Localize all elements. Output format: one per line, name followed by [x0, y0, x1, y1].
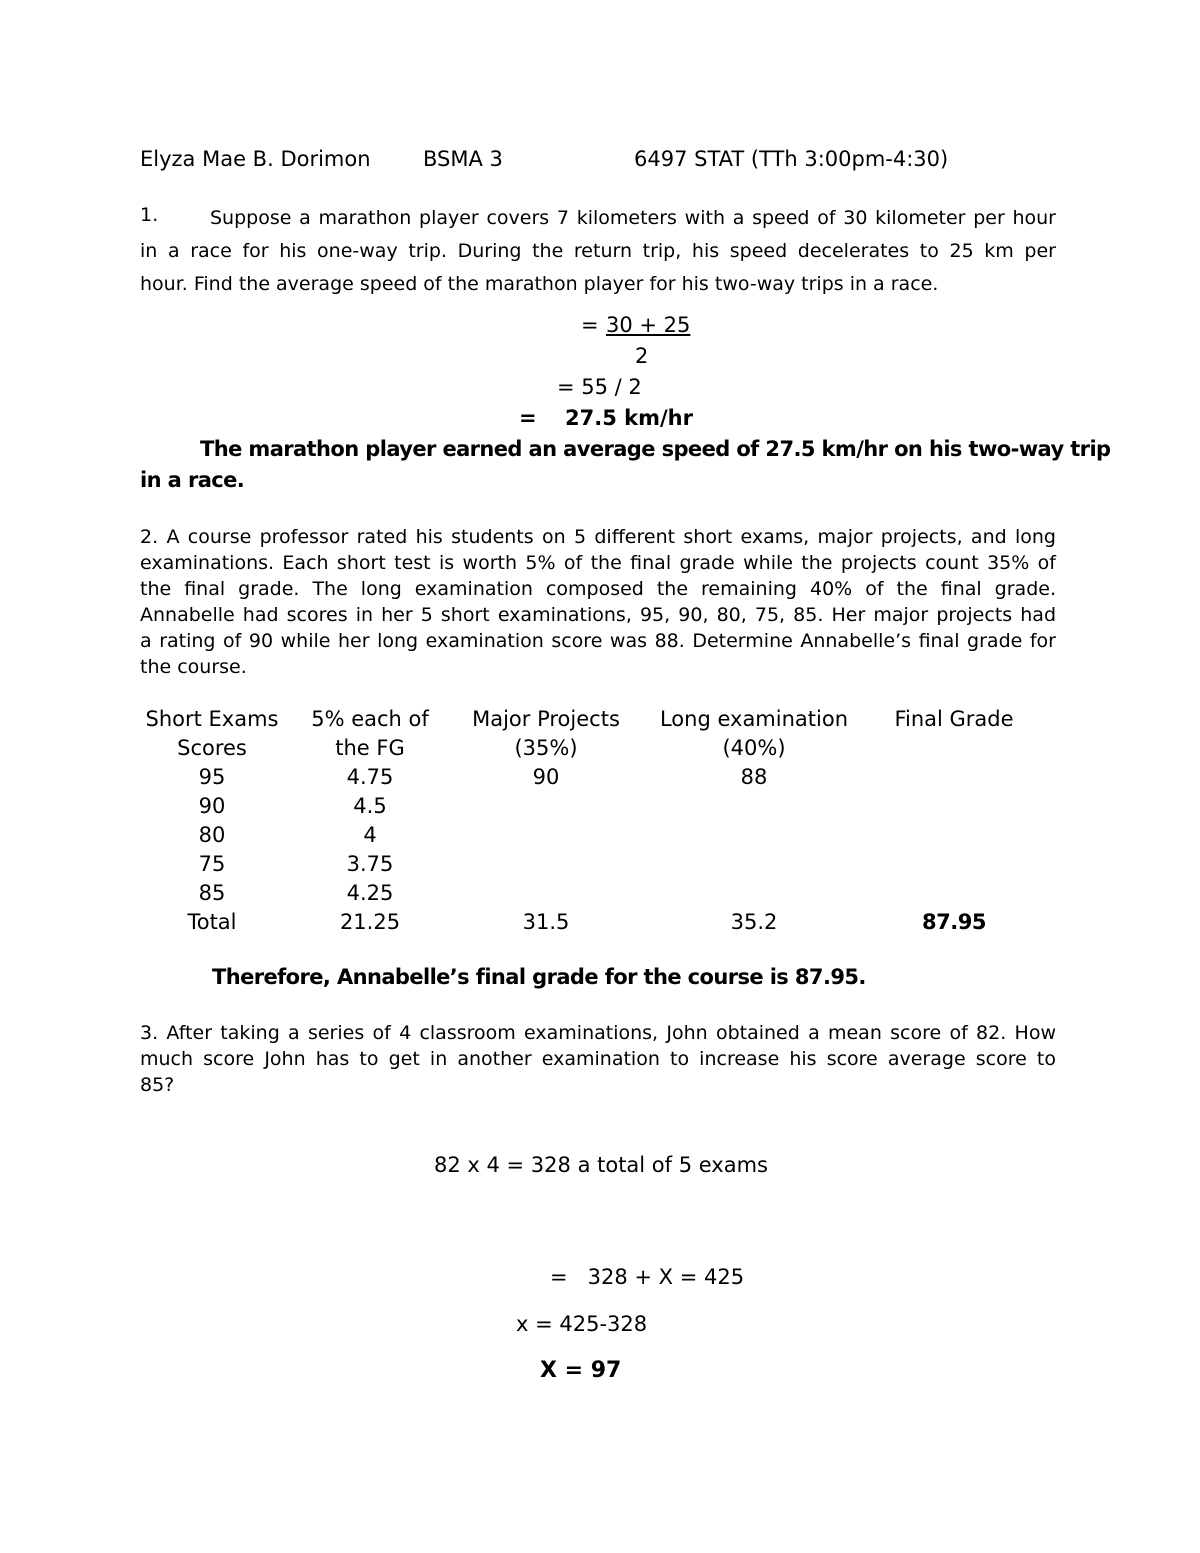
q1-conclusion-cont: in a race. — [140, 468, 245, 492]
course-schedule: 6497 STAT (TTh 3:00pm-4:30) — [634, 147, 949, 171]
table-col-long-exam — [659, 705, 849, 937]
q1-step1-denominator: 2 — [635, 344, 649, 368]
table-header: 5% each of — [311, 707, 429, 731]
q3-step3: x = 425-328 — [516, 1312, 648, 1336]
q1-step1-numerator: 30 + 25 — [606, 313, 691, 337]
q1-paragraph — [140, 202, 1056, 301]
table-cell: 90 — [532, 765, 560, 789]
q1-step1-eq: = — [581, 313, 599, 337]
table-col-short-exams — [142, 705, 282, 937]
table-col-final-grade — [884, 705, 1024, 937]
table-cell: 80 — [198, 823, 226, 847]
q2-line: Annabelle had scores in her 5 short examinations, 95, 90, 80, 75, 85. Her major projects had — [140, 604, 1056, 626]
q1-line: Suppose a marathon player covers 7 kilometers with a speed of 30 kilometer per hour — [210, 207, 1056, 229]
table-col-major-projects — [466, 705, 626, 937]
table-cell: 3.75 — [346, 852, 394, 876]
q2-line: the final grade. The long examination composed the remaining 40% of the final grade. — [140, 578, 1056, 600]
table-cell: Total — [187, 910, 237, 934]
q3-step1: 82 x 4 = 328 a total of 5 exams — [434, 1153, 769, 1177]
table-header: (35%) — [514, 736, 578, 760]
q2-line: examinations. Each short test is worth 5% of the final grade while the projects count 35% of — [140, 552, 1056, 574]
table-cell: 4 — [363, 823, 377, 847]
q3-line: 3. After taking a series of 4 classroom examinations, John obtained a mean score of 82. How — [140, 1022, 1056, 1044]
q3-step2: = 328 + X = 425 — [550, 1265, 745, 1289]
q1-conclusion: The marathon player earned an average speed of 27.5 km/hr on his two-way trip — [200, 437, 1111, 461]
table-cell: 90 — [198, 794, 226, 818]
table-header: Final Grade — [894, 707, 1014, 731]
q1-number: 1. — [140, 204, 159, 226]
table-header: Scores — [177, 736, 247, 760]
table-cell: 88 — [740, 765, 768, 789]
table-cell: 31.5 — [522, 910, 570, 934]
table-header: Major Projects — [472, 707, 620, 731]
table-header: (40%) — [722, 736, 786, 760]
q1-step2: = 55 / 2 — [557, 375, 642, 399]
table-cell: 4.75 — [346, 765, 394, 789]
q1-line: hour. Find the average speed of the marathon player for his two-way trips in a race. — [140, 273, 939, 295]
q2-conclusion: Therefore, Annabelle’s final grade for the course is 87.95. — [212, 965, 866, 989]
table-cell: 85 — [198, 881, 226, 905]
table-header: Short Exams — [145, 707, 279, 731]
table-col-five-percent — [305, 705, 435, 937]
table-cell: 4.25 — [346, 881, 394, 905]
q2-line: the course. — [140, 656, 247, 678]
table-cell: 95 — [198, 765, 226, 789]
table-cell: 21.25 — [339, 910, 401, 934]
table-header: Long examination — [659, 707, 849, 731]
table-cell-final-grade: 87.95 — [922, 910, 986, 934]
table-cell: 75 — [198, 852, 226, 876]
q1-step3-eq: = — [519, 406, 537, 430]
q2-paragraph — [140, 524, 1056, 680]
table-cell: 35.2 — [730, 910, 778, 934]
table-cell: 4.5 — [353, 794, 387, 818]
program: BSMA 3 — [423, 147, 503, 171]
q3-answer: X = 97 — [540, 1358, 622, 1383]
q2-line: 2. A course professor rated his students on 5 different short exams, major projects, and long — [140, 526, 1056, 548]
q1-line: in a race for his one-way trip. During the return trip, his speed decelerates to 25 km per — [140, 240, 1056, 262]
q3-paragraph — [140, 1020, 1056, 1098]
q3-line: 85? — [140, 1074, 175, 1096]
q1-result: 27.5 km/hr — [565, 406, 693, 430]
table-header: the FG — [335, 736, 405, 760]
student-name: Elyza Mae B. Dorimon — [140, 147, 371, 171]
q2-line: a rating of 90 while her long examination score was 88. Determine Annabelle’s final grade for — [140, 630, 1056, 652]
q3-line: much score John has to get in another examination to increase his score average score to — [140, 1048, 1056, 1070]
